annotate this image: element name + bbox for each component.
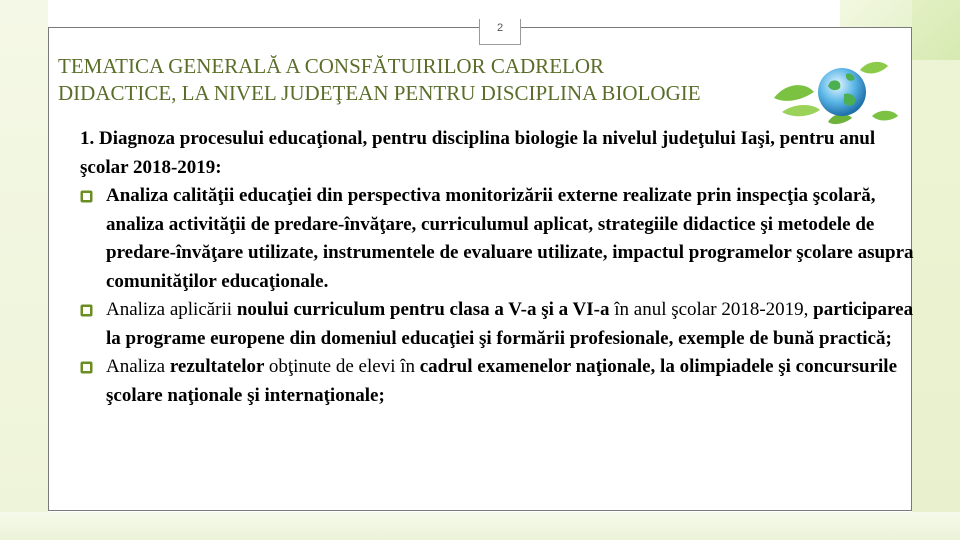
checkbox-bullet-icon [80,361,93,374]
bullet-text: rezultatelor [169,356,269,377]
list-item [78,296,920,353]
page-number: 2 [496,22,504,34]
list-item [78,353,920,410]
bullet-text: Analiza calităţii educaţiei din perspectiva monitorizării externe realizate prin inspecţia şcolară, analiza activităţii de predare-învăţare, curriculumul aplicat, strategiile didactice şi metodele de predare-învăţare utilizate, instrumentele de evaluare utilizate, impactul programelor şcolare asupra comunităţilor educaţionale. [106,185,914,292]
bullet-text: cadrul examenelor naţionale, la olimpiadele şi concursurile şcolare naţionale şi internaţionale; [106,356,898,406]
bullet-list [80,182,920,410]
bullet-text: noului curriculum pentru clasa a V-a şi a VI-a [236,299,615,320]
checkbox-bullet-icon [80,190,93,203]
checkbox-bullet-icon [80,304,93,317]
section-heading: 1. Diagnoza procesului educaţional, pentru disciplina biologie la nivelul judeţului Iaşi, pentru anul şcolar 2018-2019: [80,128,876,178]
bullet-text: în anul şcolar 2018-2019, [614,299,814,320]
slide-title-line-1: TEMATICA GENERALĂ A CONSFĂTUIRILOR CADRELOR [58,54,605,78]
slide-title-line-2: DIDACTICE, LA NIVEL JUDEŢEAN PENTRU DISCIPLINA BIOLOGIE [58,81,701,105]
bullet-text: Analiza [106,356,170,377]
slide-title [58,53,778,107]
list-item [78,182,920,296]
bullet-text: obţinute de elevi în [268,356,420,377]
bullet-text: participarea la programe europene din domeniul educaţiei şi formării profesionale, exemple de bună practică; [106,299,914,349]
background-left-band [0,0,48,540]
bullet-text: Analiza aplicării [106,299,237,320]
background-bottom-band [0,512,960,540]
globe-with-leaves-icon [768,52,918,132]
slide-content [80,125,920,410]
